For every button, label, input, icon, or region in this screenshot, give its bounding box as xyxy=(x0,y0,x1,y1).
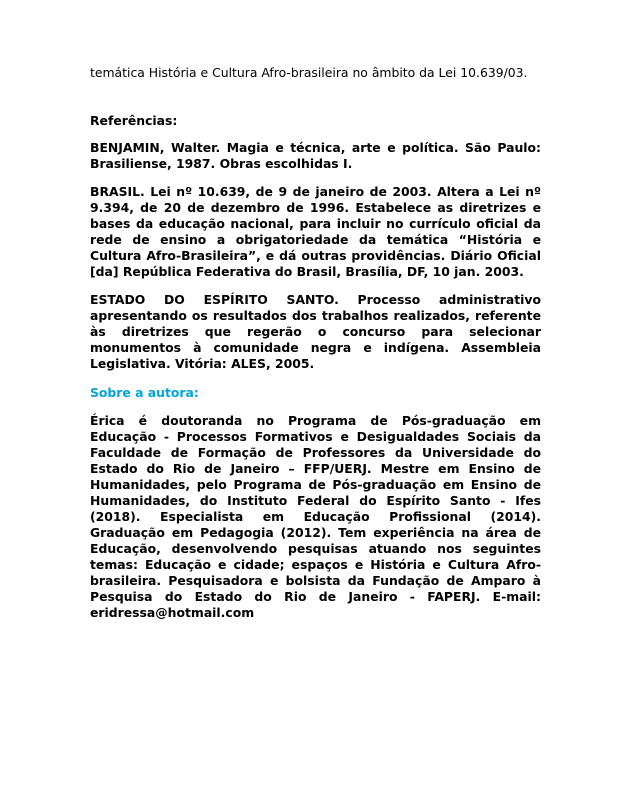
about-author-heading: Sobre a autora: xyxy=(90,385,199,400)
document-page xyxy=(90,62,541,621)
reference-item-brasil: BRASIL. Lei nº 10.639, de 9 de janeiro de 2003. Altera a Lei nº 9.394, de 20 de dezembro de 1996. Estabelece as diretrizes e bases da educação nacional, para incluir no currículo oficial da rede de ensino a obrigatoriedade da temática “História e Cultura Afro-Brasileira”, e dá outras providências. Diário Oficial [da] República Federativa do Brasil, Brasília, DF, 10 jan. 2003. xyxy=(90,184,541,279)
author-bio-paragraph: Érica é doutoranda no Programa de Pós-graduação em Educação - Processos Formativos e Desigualdades Sociais da Faculdade de Formação de Professores da Universidade do Estado do Rio de Janeiro – FFP/UERJ. Mestre em Ensino de Humanidades, pelo Programa de Pós-graduação em Ensino de Humanidades, do Instituto Federal do Espírito Santo - Ifes (2018). Especialista em Educação Profissional (2014). Graduação em Pedagogia (2012). Tem experiência na área de Educação, desenvolvendo pesquisas atuando nos seguintes temas: Educação e cidade; espaços e História e Cultura Afro-brasileira. Pesquisadora e bolsista da Fundação de Amparo à Pesquisa do Estado do Rio de Janeiro - FAPERJ. E-mail: eridressa@hotmail.com xyxy=(90,413,541,620)
intro-paragraph: temática História e Cultura Afro-brasileira no âmbito da Lei 10.639/03. xyxy=(90,65,528,80)
reference-item-espirito-santo: ESTADO DO ESPÍRITO SANTO. Processo administrativo apresentando os resultados dos trabalhos realizados, referente às diretrizes que regerão o concurso para selecionar monumentos à comunidade negra e indígena. Assembleia Legislativa. Vitória: ALES, 2005. xyxy=(90,292,541,371)
references-heading: Referências: xyxy=(90,113,178,128)
reference-item-benjamin: BENJAMIN, Walter. Magia e técnica, arte e política. São Paulo: Brasiliense, 1987. Obras escolhidas I. xyxy=(90,140,541,171)
